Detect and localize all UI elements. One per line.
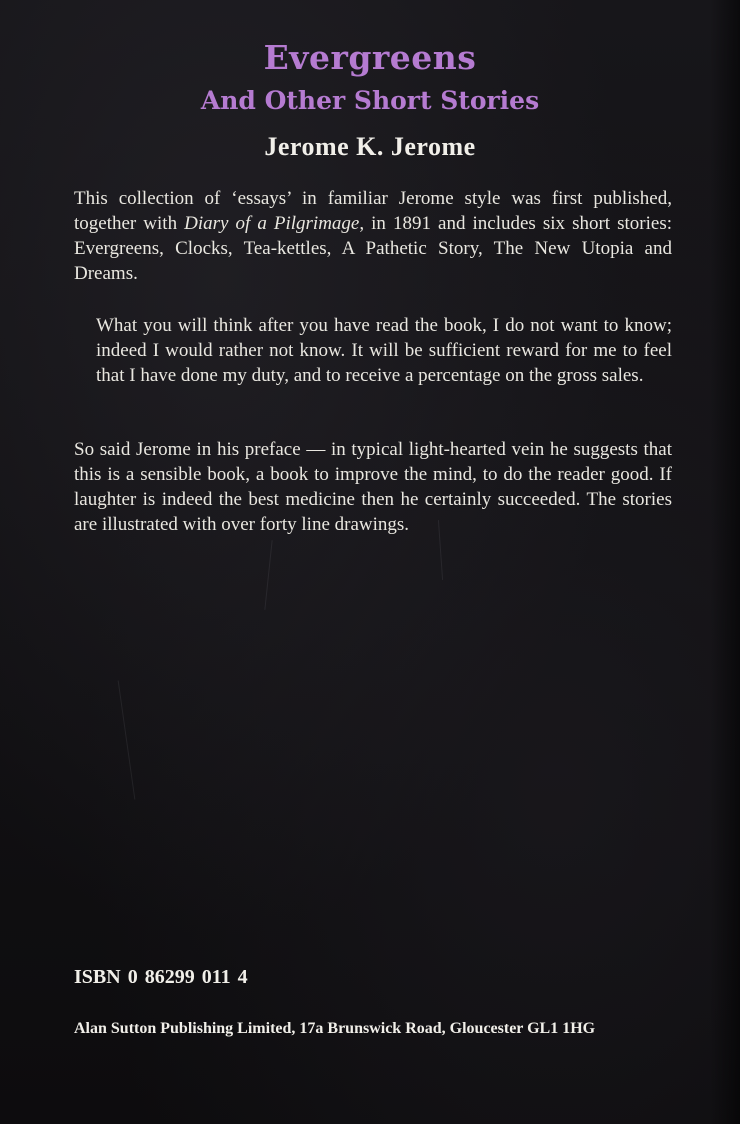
isbn: ISBN 0 86299 011 4 [74,966,248,988]
cover-crease [264,540,272,610]
book-subtitle: And Other Short Stories [200,86,540,115]
blurb-intro-italic-title: Diary of a Pilgrimage [184,213,360,234]
blurb-intro-paragraph [74,186,672,286]
cover-edge-shadow [710,0,740,1124]
blurb-intro-text: This collection of ‘essays’ in familiar Jerome style was first published, together with [74,188,672,234]
blurb-intro-text-continued: , in 1891 and includes six short stories: Evergreens, Clocks, Tea-kettles, A Pathetic Story, The New Utopia and Dreams. [74,213,672,284]
publisher-address: Alan Sutton Publishing Limited, 17a Brunswick Road, Gloucester GL1 1HG [74,1020,596,1037]
book-title: Evergreens [263,38,477,77]
cover-crease [118,681,136,800]
blurb-preface-quote: What you will think after you have read the book, I do not want to know; indeed I would rather not know. It will be sufficient reward for me to feel that I have done my duty, and to receive a percentage on the gross sales. [96,315,672,386]
book-author: Jerome K. Jerome [264,132,476,161]
blurb-closing-paragraph: So said Jerome in his preface — in typical light-hearted vein he suggests that this is a sensible book, a book to improve the mind, to do the reader good. If laughter is indeed the best medicine then he certainly succeeded. The stories are illustrated with over forty line drawings. [74,439,672,535]
